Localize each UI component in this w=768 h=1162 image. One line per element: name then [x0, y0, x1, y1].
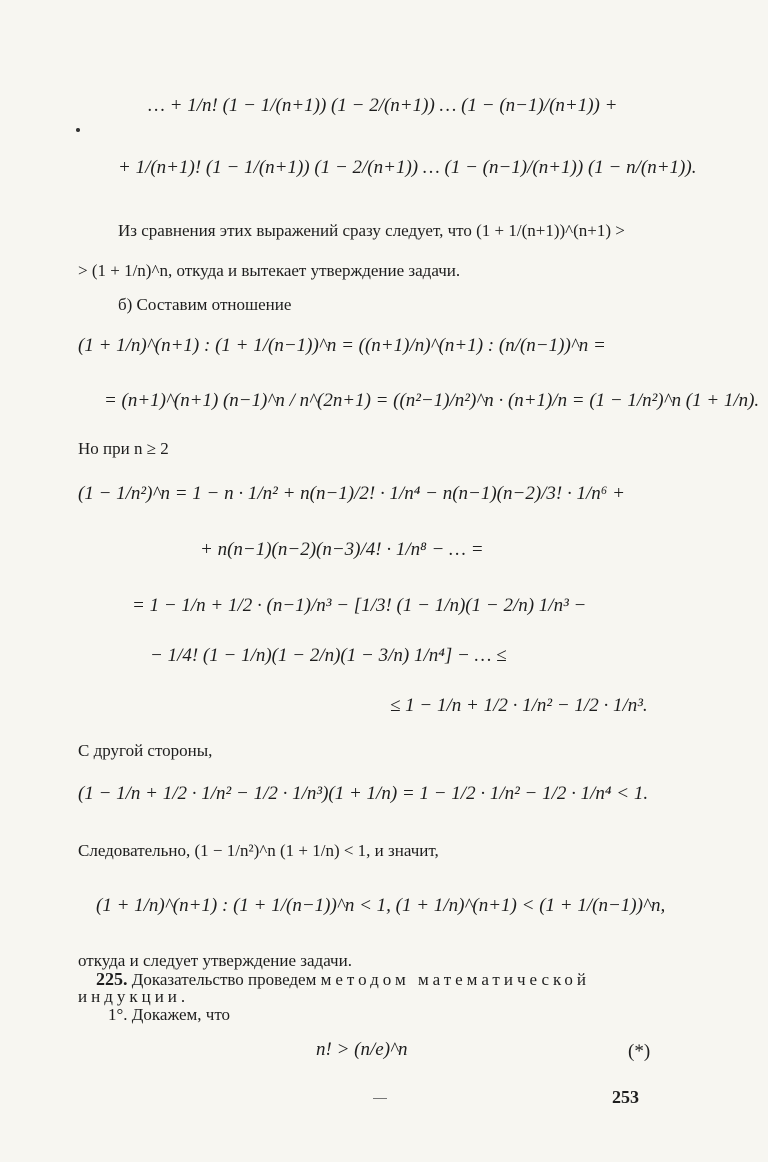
formula-line: (1 − 1/n²)^n = 1 − n · 1/n² + n(n−1)/2! · 1/n⁴ − n(n−1)(n−2)/3! · 1/n⁶ + — [78, 483, 625, 504]
formula-line: + 1/(n+1)! (1 − 1/(n+1)) (1 − 2/(n+1)) … (1 − (n−1)/(n+1)) (1 − n/(n+1)). — [118, 157, 697, 178]
formula-line: ≤ 1 − 1/n + 1/2 · 1/n² − 1/2 · 1/n³. — [390, 695, 648, 716]
formula-line: − 1/4! (1 − 1/n)(1 − 2/n)(1 − 3/n) 1/n⁴] − … ≤ — [150, 645, 507, 666]
text-line: Из сравнения этих выражений сразу следует, что (1 + 1/(n+1))^(n+1) > — [118, 221, 625, 240]
text-line: С другой стороны, — [78, 741, 213, 760]
formula-line: (1 − 1/n + 1/2 · 1/n² − 1/2 · 1/n³)(1 + 1/n) = 1 − 1/2 · 1/n² − 1/2 · 1/n⁴ < 1. — [78, 783, 649, 804]
formula-line: … + 1/n! (1 − 1/(n+1)) (1 − 2/(n+1)) … (1 − (n−1)/(n+1)) + — [148, 95, 618, 116]
text-line: б) Составим отношение — [118, 295, 292, 314]
text-line: > (1 + 1/n)^n, откуда и вытекает утверждение задачи. — [78, 261, 461, 280]
margin-dot — [76, 128, 80, 132]
method-name: методом математической — [320, 969, 591, 989]
text-line: откуда и следует утверждение задачи. — [78, 951, 352, 970]
equation-tag: (*) — [628, 1041, 651, 1062]
formula-line: (1 + 1/n)^(n+1) : (1 + 1/(n−1))^n < 1, (1 + 1/n)^(n+1) < (1 + 1/(n−1))^n, — [96, 895, 666, 916]
problem-heading — [96, 970, 590, 988]
formula-line: = 1 − 1/n + 1/2 · (n−1)/n³ − [1/3! (1 − 1/n)(1 − 2/n) 1/n³ − — [132, 595, 587, 616]
page-number: 253 — [612, 1087, 639, 1107]
problem-number: 225. — [96, 969, 128, 989]
formula-line: (1 + 1/n)^(n+1) : (1 + 1/(n−1))^n = ((n+1)/n)^(n+1) : (n/(n−1))^n = — [78, 335, 606, 356]
formula-line: = (n+1)^(n+1) (n−1)^n / n^(2n+1) = ((n²−1)/n²)^n · (n+1)/n = (1 − 1/n²)^n (1 + 1/n). — [104, 390, 760, 411]
step-label: 1°. Докажем, что — [108, 1005, 231, 1024]
method-name-continued: индукции. — [78, 987, 190, 1006]
footer-dash — [373, 1098, 387, 1099]
text-line: Но при n ≥ 2 — [78, 439, 169, 458]
problem-text: Доказательство проведем — [131, 969, 317, 989]
key-formula: n! > (n/e)^n — [316, 1039, 408, 1060]
formula-line: + n(n−1)(n−2)(n−3)/4! · 1/n⁸ − … = — [200, 539, 484, 560]
text-line: Следовательно, (1 − 1/n²)^n (1 + 1/n) < 1, и значит, — [78, 841, 439, 860]
